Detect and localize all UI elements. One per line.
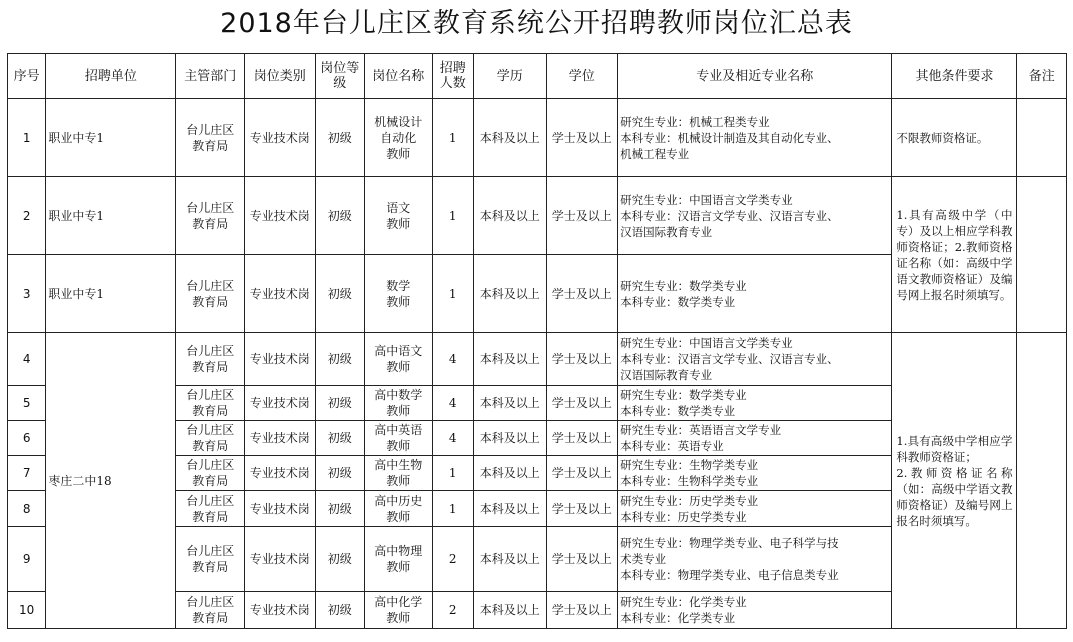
cell-category: 专业技术岗	[244, 333, 315, 386]
cell-post: 语文 教师	[364, 177, 432, 255]
cell-major: 研究生专业：数学类专业 本科专业：数学类专业	[618, 386, 892, 421]
cell-degree: 学士及以上	[546, 333, 618, 386]
cell-major: 研究生专业：中国语言文学类专业 本科专业：汉语言文学专业、汉语言专业、 汉语国际教育专业	[618, 333, 892, 386]
cell-note	[1017, 333, 1067, 629]
cell-major: 研究生专业：历史学类专业 本科专业：历史学类专业	[618, 491, 892, 527]
cell-degree: 学士及以上	[546, 255, 618, 333]
cell-level: 初级	[315, 255, 364, 333]
cell-edu: 本科及以上	[473, 456, 546, 491]
cell-dept: 台儿庄区 教育局	[176, 177, 245, 255]
header-edu: 学历	[473, 54, 546, 99]
header-post: 岗位名称	[364, 54, 432, 99]
page-title: 2018年台儿庄区教育系统公开招聘教师岗位汇总表	[220, 8, 853, 39]
cell-post: 高中英语 教师	[364, 421, 432, 456]
cell-seq: 7	[8, 456, 46, 491]
cell-category: 专业技术岗	[244, 456, 315, 491]
cell-dept: 台儿庄区 教育局	[176, 527, 245, 592]
cell-category: 专业技术岗	[244, 491, 315, 527]
cell-count: 4	[432, 386, 473, 421]
cell-level: 初级	[315, 456, 364, 491]
cell-level: 初级	[315, 177, 364, 255]
cell-level: 初级	[315, 592, 364, 629]
cell-edu: 本科及以上	[473, 99, 546, 177]
cell-category: 专业技术岗	[244, 255, 315, 333]
cell-post: 机械设计 自动化 教师	[364, 99, 432, 177]
cell-post: 高中语文 教师	[364, 333, 432, 386]
cell-unit: 职业中专1	[46, 177, 176, 255]
cell-dept: 台儿庄区 教育局	[176, 386, 245, 421]
cell-count: 1	[432, 255, 473, 333]
cell-degree: 学士及以上	[546, 527, 618, 592]
cell-seq: 3	[8, 255, 46, 333]
cell-seq: 9	[8, 527, 46, 592]
cell-level: 初级	[315, 333, 364, 386]
header-count: 招聘人数	[432, 54, 473, 99]
cell-seq: 1	[8, 99, 46, 177]
cell-category: 专业技术岗	[244, 99, 315, 177]
cell-seq: 6	[8, 421, 46, 456]
cell-post: 高中数学 教师	[364, 386, 432, 421]
table-row	[8, 333, 1067, 386]
cell-other-r2-3: 1.具有高级中学（中专）及以上相应学科教师资格证；2.教师资格证名称（如：高级中学语文教师资格证）及编号网上报名时须填写。	[892, 177, 1017, 333]
cell-major: 研究生专业：英语语言文学专业 本科专业：英语专业	[618, 421, 892, 456]
cell-unit: 枣庄二中18	[46, 333, 176, 629]
cell-level: 初级	[315, 491, 364, 527]
cell-unit: 职业中专1	[46, 255, 176, 333]
cell-degree: 学士及以上	[546, 421, 618, 456]
header-level: 岗位等级	[315, 54, 364, 99]
cell-other-r4-10: 1.具有高级中学相应学科教师资格证； 2.教师资格证名称（如：高级中学语文教师资格证）及编号网上报名时须填写。	[892, 333, 1017, 629]
cell-count: 1	[432, 99, 473, 177]
cell-degree: 学士及以上	[546, 177, 618, 255]
cell-count: 1	[432, 177, 473, 255]
cell-edu: 本科及以上	[473, 491, 546, 527]
cell-edu: 本科及以上	[473, 527, 546, 592]
header-seq: 序号	[8, 54, 46, 99]
cell-category: 专业技术岗	[244, 527, 315, 592]
cell-major: 研究生专业：生物学类专业 本科专业：生物科学类专业	[618, 456, 892, 491]
cell-level: 初级	[315, 421, 364, 456]
header-other: 其他条件要求	[892, 54, 1017, 99]
cell-seq: 2	[8, 177, 46, 255]
cell-edu: 本科及以上	[473, 255, 546, 333]
cell-note	[1017, 99, 1067, 177]
cell-major: 研究生专业：化学类专业 本科专业：化学类专业	[618, 592, 892, 629]
cell-edu: 本科及以上	[473, 592, 546, 629]
cell-edu: 本科及以上	[473, 386, 546, 421]
cell-count: 4	[432, 333, 473, 386]
cell-degree: 学士及以上	[546, 491, 618, 527]
cell-post: 高中生物 教师	[364, 456, 432, 491]
cell-seq: 10	[8, 592, 46, 629]
cell-dept: 台儿庄区 教育局	[176, 333, 245, 386]
cell-dept: 台儿庄区 教育局	[176, 491, 245, 527]
header-major: 专业及相近专业名称	[618, 54, 892, 99]
cell-edu: 本科及以上	[473, 333, 546, 386]
cell-major: 研究生专业：机械工程类专业 本科专业：机械设计制造及其自动化专业、 机械工程专业	[618, 99, 892, 177]
cell-count: 4	[432, 421, 473, 456]
header-degree: 学位	[546, 54, 618, 99]
cell-edu: 本科及以上	[473, 177, 546, 255]
cell-count: 1	[432, 491, 473, 527]
cell-post: 高中物理 教师	[364, 527, 432, 592]
cell-degree: 学士及以上	[546, 386, 618, 421]
cell-category: 专业技术岗	[244, 177, 315, 255]
cell-dept: 台儿庄区 教育局	[176, 255, 245, 333]
cell-dept: 台儿庄区 教育局	[176, 421, 245, 456]
cell-seq: 4	[8, 333, 46, 386]
header-category: 岗位类别	[244, 54, 315, 99]
cell-level: 初级	[315, 527, 364, 592]
table-row	[8, 177, 1067, 255]
header-dept: 主管部门	[176, 54, 245, 99]
cell-count: 2	[432, 527, 473, 592]
cell-note	[1017, 177, 1067, 333]
cell-dept: 台儿庄区 教育局	[176, 99, 245, 177]
header-row	[8, 54, 1067, 99]
cell-post: 高中历史 教师	[364, 491, 432, 527]
cell-major: 研究生专业：物理学类专业、电子科学与技 术类专业 本科专业：物理学类专业、电子信息类专业	[618, 527, 892, 592]
cell-count: 2	[432, 592, 473, 629]
cell-post: 高中化学 教师	[364, 592, 432, 629]
cell-level: 初级	[315, 99, 364, 177]
cell-seq: 8	[8, 491, 46, 527]
cell-major: 研究生专业：中国语言文学类专业 本科专业：汉语言文学专业、汉语言专业、 汉语国际教育专业	[618, 177, 892, 255]
table-row	[8, 99, 1067, 177]
header-note: 备注	[1017, 54, 1067, 99]
header-unit: 招聘单位	[46, 54, 176, 99]
cell-degree: 学士及以上	[546, 99, 618, 177]
cell-category: 专业技术岗	[244, 592, 315, 629]
cell-degree: 学士及以上	[546, 456, 618, 491]
cell-level: 初级	[315, 386, 364, 421]
cell-unit: 职业中专1	[46, 99, 176, 177]
cell-seq: 5	[8, 386, 46, 421]
cell-major: 研究生专业：数学类专业 本科专业：数学类专业	[618, 255, 892, 333]
recruitment-table	[7, 53, 1067, 629]
cell-dept: 台儿庄区 教育局	[176, 456, 245, 491]
cell-degree: 学士及以上	[546, 592, 618, 629]
cell-other-r1: 不限教师资格证。	[892, 99, 1017, 177]
cell-dept: 台儿庄区 教育局	[176, 592, 245, 629]
cell-post: 数学 教师	[364, 255, 432, 333]
cell-category: 专业技术岗	[244, 386, 315, 421]
cell-edu: 本科及以上	[473, 421, 546, 456]
cell-count: 1	[432, 456, 473, 491]
cell-category: 专业技术岗	[244, 421, 315, 456]
